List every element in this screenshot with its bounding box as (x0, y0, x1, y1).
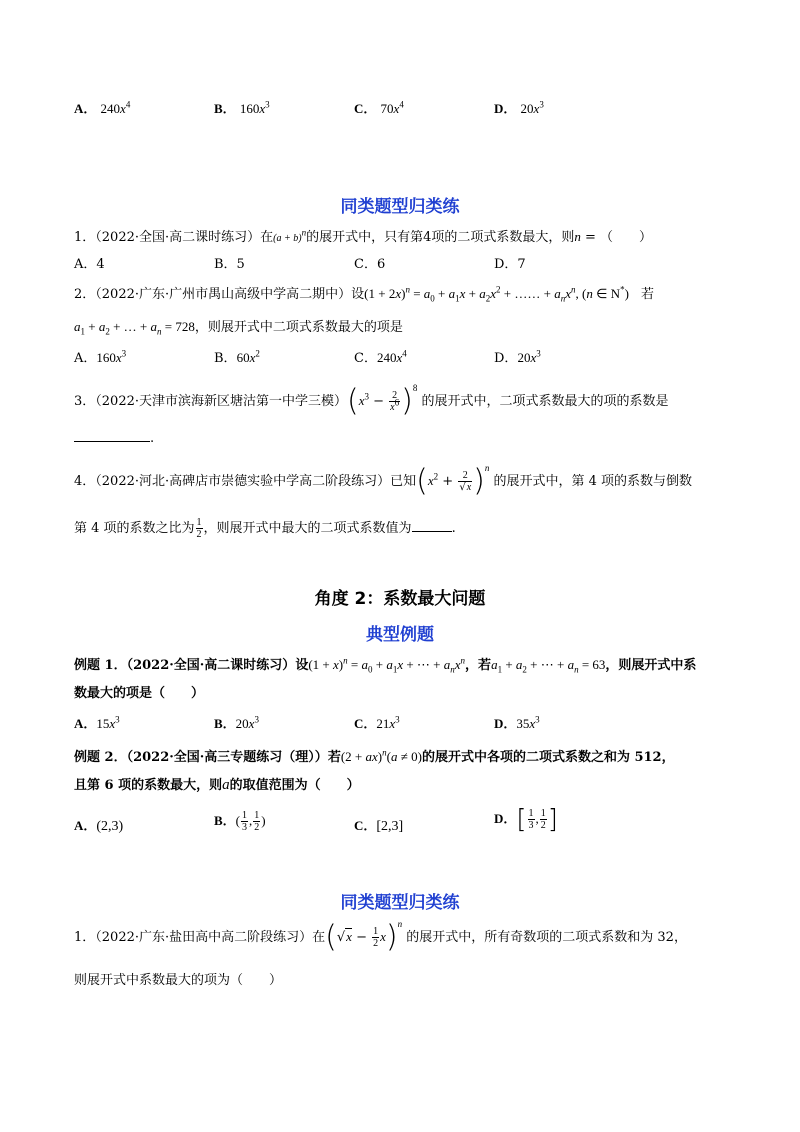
ex1-option-a: A．$15x^3$ (74, 714, 120, 731)
q2-option-d: D．$20x^3$ (494, 348, 541, 366)
question-4: 4．（2022·河北·高碑店市崇德实验中学高二阶段练习）已知($x^2$ + $\frac{2}{√x}$ )$^n$ 的展开式中，第 4 项的系数与倒数 (74, 463, 693, 499)
question-1-line2: 则展开式中系数最大的项为（ ） (74, 973, 283, 988)
example-2: 例题 2．（2022·全国·高三专题练习（理））若(2 + ax)$^n$(a ≠ 0)的展开式中各项的二项式系数之和为 512， (74, 747, 675, 765)
ex1-option-b: B．$20x^3$ (214, 714, 259, 731)
ex2-expression: (2 + ax)$^n$(a ≠ 0) (340, 747, 422, 764)
q2-sum-formula: $a_1 + a_2$ + … + $a_n$ = (74, 319, 176, 337)
answer-blank[interactable] (74, 441, 150, 442)
section-heading: 同类题型归类练 (340, 197, 460, 217)
q2-expansion-formula: $(1 + 2x)^n = a_0 + a_1x + a_2x^2$ + …… + $a_nx^n$, (n ∈ N*) (364, 284, 629, 304)
ex1-sum-formula: $a_1 + a_2$ + ⋯ + $a_n$ = (491, 657, 593, 675)
ex1-option-c: C．$21x^3$ (354, 714, 400, 731)
q2-option-a: A．$160x^3$ (74, 348, 127, 366)
option-a: A． $240x^4$ (74, 99, 131, 116)
q2-option-b: B．$60x^2$ (214, 348, 260, 366)
question-3: 3．（2022·天津市滨海新区塘沽第一中学三模）($x^3$ − $\frac{2}{x^6}$ )$^8$ 的展开式中，二项式系数最大的项的系数是 (74, 383, 669, 419)
question-4-line2: 第 4 项的系数之比为 $\frac{1}{2}$ ，则展开式中最大的二项式系数值为 . (74, 517, 456, 540)
section-heading: 同类题型归类练 (340, 893, 460, 913)
example-1-line2: 数最大的项是（ ） (74, 686, 205, 701)
ex1-option-d: D．$35x^3$ (494, 714, 540, 731)
ex2-option-b: B．( $\frac{1}{3}$ , $\frac{1}{2}$ ) (214, 810, 266, 833)
answer-blank[interactable] (412, 531, 452, 532)
question-1: 1．（2022·全国·高二课时练习）在$(a + b)^n$的展开式中，只有第4项的二项式系数最大，则n = （ ） (74, 227, 653, 245)
question-2: 2．（2022·广东·广州市禺山高级中学高二期中）设$(1 + 2x)^n = a_0 + a_1x + a_2x^2$ + …… + $a_nx^n$, (n ∈ N*) 若 (74, 284, 655, 304)
ex2-option-d: D．[ $\frac{1}{3}$ , $\frac{1}{2}$ ] (494, 804, 558, 835)
ex1-expansion-formula: $(1 + x)^n = a_0 + a_1x$ + ⋯ + $a_nx^n$ (308, 655, 466, 675)
q1-option-a: A．4 (74, 257, 105, 272)
q3-answer-line: . (74, 430, 154, 448)
example-1: 例题 1．（2022·全国·高二课时练习）设$(1 + x)^n = a_0 + a_1x$ + ⋯ + $a_nx^n$，若$a_1 + a_2$ + ⋯ + $a_n = 63$，则展开式中系 (74, 655, 697, 675)
option-d: D． $20x^3$ (494, 99, 544, 116)
option-c: C． $70x^4$ (354, 99, 404, 116)
example-2-line2: 且第 6 项的系数最大，则a的取值范围为（ ） (74, 777, 360, 793)
q1-option-c: C．6 (354, 257, 386, 272)
question-1: 1．（2022·广东·盐田高中高二阶段练习）在(√x − $\frac{1}{2}$ x)$^n$ 的展开式中，所有奇数项的二项式系数和为 32， (74, 919, 687, 955)
q1-option-d: D．7 (494, 257, 526, 272)
ex2-option-c: C．[2,3] (354, 818, 404, 834)
q1-option-b: B．5 (214, 257, 245, 272)
ex2-option-a: A．(2,3) (74, 818, 124, 834)
angle-heading: 角度 2：系数最大问题 (314, 589, 486, 609)
typical-examples-heading: 典型例题 (366, 625, 434, 645)
q2-option-c: C．$240x^4$ (354, 348, 407, 366)
question-2-line2: $a_1 + a_2$ + … + $a_n = 728$，则展开式中二项式系数最大的项是 (74, 319, 403, 337)
option-b: B． $160x^3$ (214, 99, 270, 116)
